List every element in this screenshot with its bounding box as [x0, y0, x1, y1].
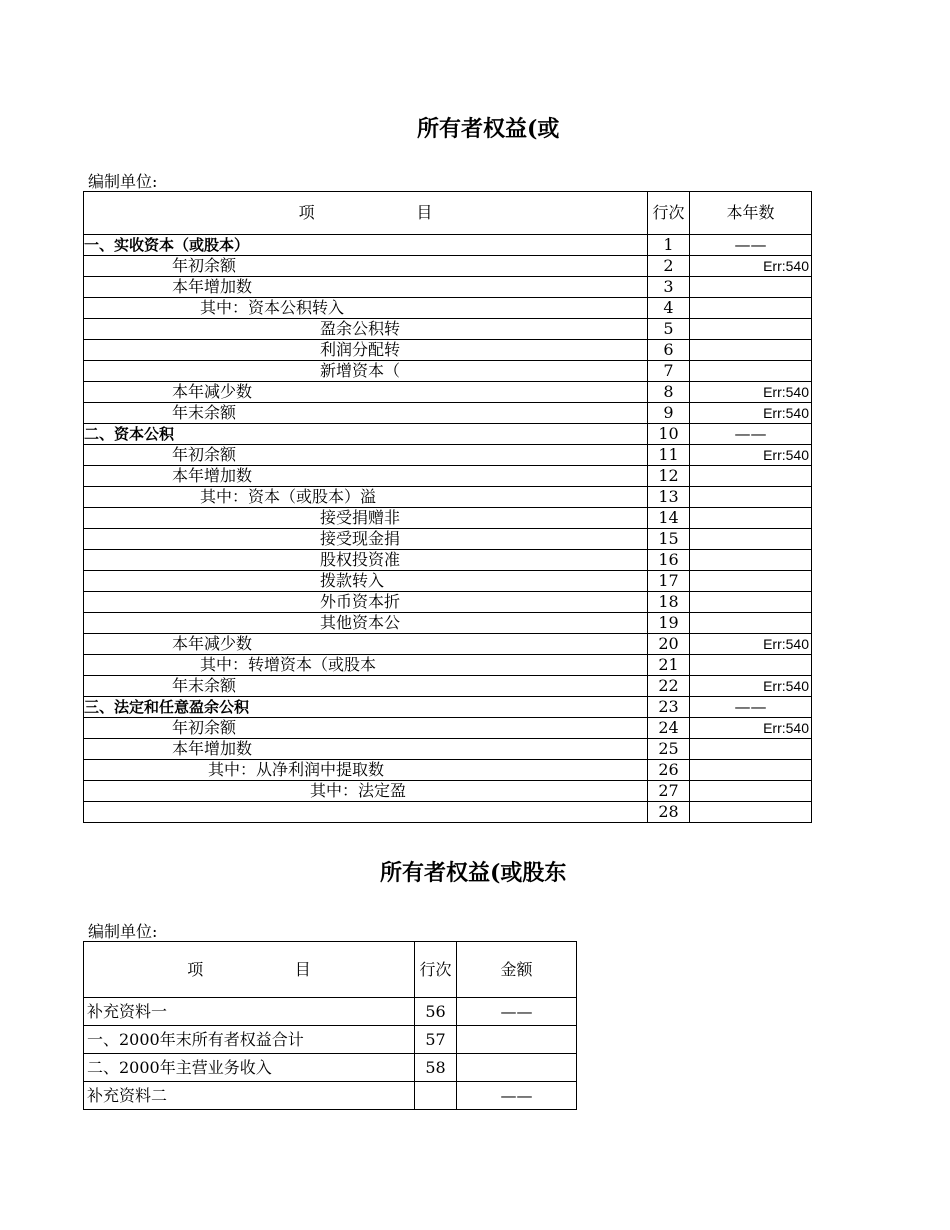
- row-amount: [457, 1054, 577, 1082]
- row-item-label: 一、实收资本（或股本）: [84, 235, 648, 256]
- row-amount: [690, 508, 812, 529]
- row-number: 5: [648, 319, 690, 340]
- row-item-label: [84, 802, 648, 823]
- row-number: 27: [648, 781, 690, 802]
- table-row: [84, 592, 812, 613]
- table-row: [84, 697, 812, 718]
- row-item-label: 其中：转增资本（或股本: [84, 655, 648, 676]
- row-amount: ——: [690, 697, 812, 718]
- row-amount: [690, 529, 812, 550]
- row-amount: ——: [457, 1082, 577, 1110]
- row-amount: [690, 760, 812, 781]
- row-number: 18: [648, 592, 690, 613]
- compiling-unit-label-2: 编制单位:: [88, 922, 158, 941]
- row-item-label: 新增资本（: [84, 361, 648, 382]
- row-amount: [690, 277, 812, 298]
- row-item-label: 年末余额: [84, 403, 648, 424]
- table-row: [84, 571, 812, 592]
- report-title-1: 所有者权益(或: [417, 116, 560, 142]
- supplementary-table: [83, 941, 577, 1110]
- table-row: [84, 382, 812, 403]
- row-item-label: 其中：资本（或股本）溢: [84, 487, 648, 508]
- row-item-label: 三、法定和任意盈余公积: [84, 697, 648, 718]
- row-item-label: 拨款转入: [84, 571, 648, 592]
- row-item-label: 本年减少数: [84, 634, 648, 655]
- row-number: 4: [648, 298, 690, 319]
- row-amount: [690, 361, 812, 382]
- table-row: [84, 781, 812, 802]
- table-row: [84, 340, 812, 361]
- table-row: [84, 550, 812, 571]
- table-row: [84, 235, 812, 256]
- row-item-label: 年初余额: [84, 718, 648, 739]
- row-amount: [690, 466, 812, 487]
- table-row: [84, 718, 812, 739]
- table-row: [84, 403, 812, 424]
- row-item-label: 利润分配转: [84, 340, 648, 361]
- row-amount: [690, 340, 812, 361]
- row-number: 7: [648, 361, 690, 382]
- row-amount: Err:540: [690, 676, 812, 697]
- row-number: 9: [648, 403, 690, 424]
- row-number: 2: [648, 256, 690, 277]
- table-row: [84, 361, 812, 382]
- row-amount: Err:540: [690, 256, 812, 277]
- row-item-label: 年初余额: [84, 445, 648, 466]
- table-row: [84, 319, 812, 340]
- row-number: 23: [648, 697, 690, 718]
- table-row: [84, 998, 577, 1026]
- row-amount: [457, 1026, 577, 1054]
- row-number: [415, 1082, 457, 1110]
- row-amount: [690, 592, 812, 613]
- table-row: [84, 760, 812, 781]
- row-amount: Err:540: [690, 382, 812, 403]
- table-row: [84, 508, 812, 529]
- row-number: 28: [648, 802, 690, 823]
- compiling-unit-label-1: 编制单位:: [88, 172, 158, 191]
- row-amount: [690, 739, 812, 760]
- row-item-label: 其中：从净利润中提取数: [84, 760, 648, 781]
- row-number: 21: [648, 655, 690, 676]
- table-row: [84, 1026, 577, 1054]
- table-header-row: [84, 192, 812, 235]
- header-item: 项 目: [84, 942, 415, 998]
- row-number: 56: [415, 998, 457, 1026]
- table-row: [84, 676, 812, 697]
- row-item-label: 年初余额: [84, 256, 648, 277]
- row-item-label: 本年增加数: [84, 277, 648, 298]
- row-amount: [690, 613, 812, 634]
- row-number: 20: [648, 634, 690, 655]
- row-amount: Err:540: [690, 634, 812, 655]
- table-row: [84, 739, 812, 760]
- row-amount: Err:540: [690, 445, 812, 466]
- row-number: 19: [648, 613, 690, 634]
- row-amount: [690, 487, 812, 508]
- table-row: [84, 655, 812, 676]
- row-amount: [690, 781, 812, 802]
- header-row-no: 行次: [415, 942, 457, 998]
- row-item-label: 一、2000年末所有者权益合计: [84, 1026, 415, 1054]
- row-amount: Err:540: [690, 403, 812, 424]
- row-number: 13: [648, 487, 690, 508]
- row-item-label: 其中：资本公积转入: [84, 298, 648, 319]
- row-number: 57: [415, 1026, 457, 1054]
- row-number: 15: [648, 529, 690, 550]
- row-amount: [690, 571, 812, 592]
- table-row: [84, 256, 812, 277]
- row-number: 16: [648, 550, 690, 571]
- header-row-no: 行次: [648, 192, 690, 235]
- row-amount: [690, 319, 812, 340]
- row-amount: [690, 550, 812, 571]
- row-item-label: 其中：法定盈: [84, 781, 648, 802]
- equity-change-table: [83, 191, 812, 823]
- row-amount: [690, 298, 812, 319]
- row-amount: ——: [690, 235, 812, 256]
- row-amount: Err:540: [690, 718, 812, 739]
- header-item: 项 目: [84, 192, 648, 235]
- row-item-label: 盈余公积转: [84, 319, 648, 340]
- row-item-label: 二、资本公积: [84, 424, 648, 445]
- table-row: [84, 613, 812, 634]
- row-item-label: 其他资本公: [84, 613, 648, 634]
- row-number: 14: [648, 508, 690, 529]
- row-item-label: 二、2000年主营业务收入: [84, 1054, 415, 1082]
- row-number: 24: [648, 718, 690, 739]
- table-row: [84, 802, 812, 823]
- row-item-label: 年末余额: [84, 676, 648, 697]
- header-amount: 本年数: [690, 192, 812, 235]
- row-item-label: 本年减少数: [84, 382, 648, 403]
- row-number: 25: [648, 739, 690, 760]
- table-row: [84, 487, 812, 508]
- row-number: 1: [648, 235, 690, 256]
- row-item-label: 股权投资准: [84, 550, 648, 571]
- table-row: [84, 298, 812, 319]
- row-item-label: 接受现金捐: [84, 529, 648, 550]
- row-number: 3: [648, 277, 690, 298]
- table-row: [84, 445, 812, 466]
- table-row: [84, 466, 812, 487]
- row-amount: [690, 802, 812, 823]
- table-row: [84, 424, 812, 445]
- table-header-row: [84, 942, 577, 998]
- row-item-label: 补充资料二: [84, 1082, 415, 1110]
- table-row: [84, 634, 812, 655]
- row-amount: [690, 655, 812, 676]
- table-row: [84, 529, 812, 550]
- row-amount: ——: [457, 998, 577, 1026]
- row-item-label: 本年增加数: [84, 739, 648, 760]
- row-number: 26: [648, 760, 690, 781]
- row-item-label: 补充资料一: [84, 998, 415, 1026]
- row-number: 58: [415, 1054, 457, 1082]
- table-row: [84, 277, 812, 298]
- row-item-label: 本年增加数: [84, 466, 648, 487]
- row-item-label: 外币资本折: [84, 592, 648, 613]
- table-row: [84, 1082, 577, 1110]
- row-number: 6: [648, 340, 690, 361]
- row-number: 12: [648, 466, 690, 487]
- row-item-label: 接受捐赠非: [84, 508, 648, 529]
- row-number: 10: [648, 424, 690, 445]
- row-amount: ——: [690, 424, 812, 445]
- row-number: 8: [648, 382, 690, 403]
- row-number: 11: [648, 445, 690, 466]
- report-title-2: 所有者权益(或股东: [380, 860, 567, 886]
- row-number: 17: [648, 571, 690, 592]
- row-number: 22: [648, 676, 690, 697]
- header-amount: 金额: [457, 942, 577, 998]
- table-row: [84, 1054, 577, 1082]
